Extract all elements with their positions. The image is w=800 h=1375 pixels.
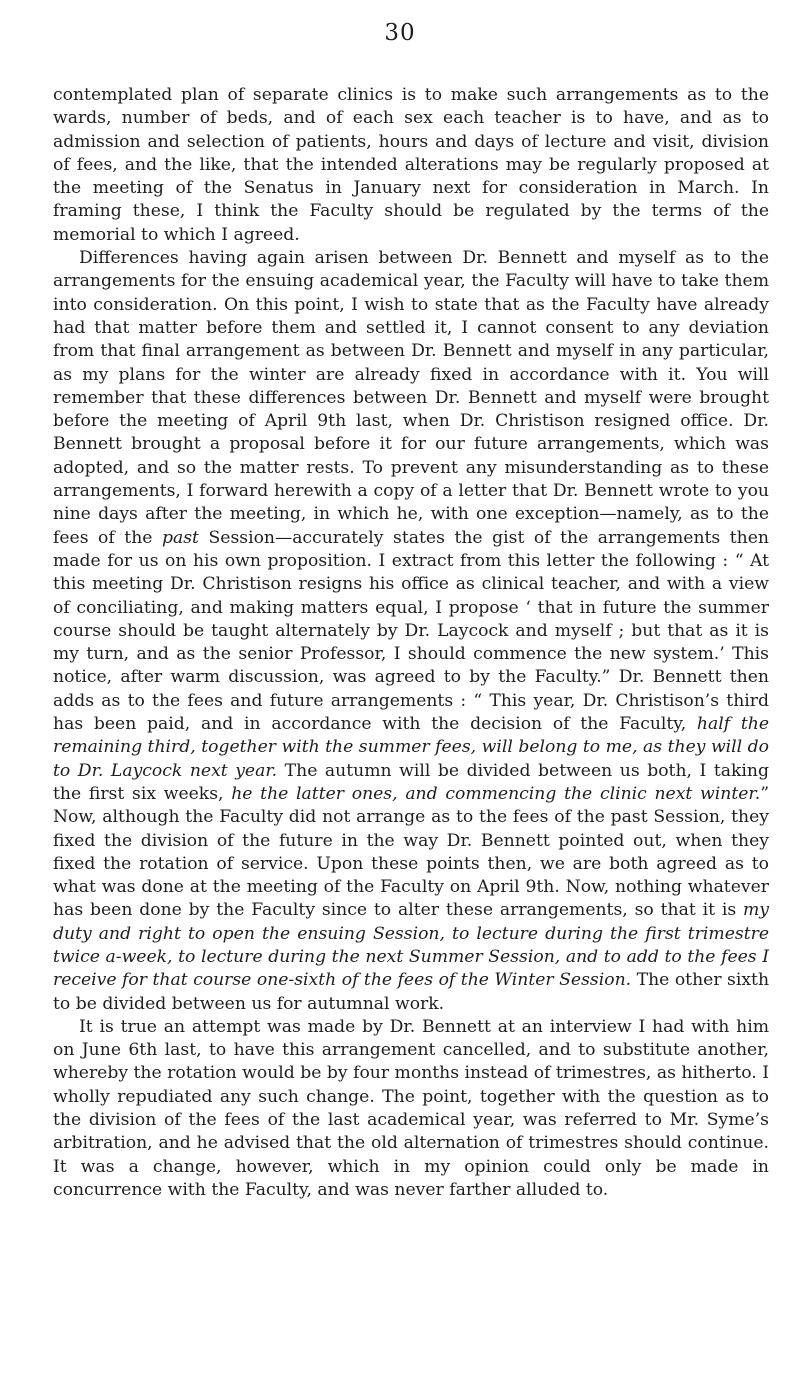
text-run: The autumn will be divided between us both, I taking the first six weeks,	[53, 760, 769, 804]
paragraph-2	[53, 247, 769, 1016]
italic-run: past	[161, 527, 199, 548]
text-run: ” Now, although the Faculty did not arrange as to the fees of the past Session, they fixed the division of the future in the way Dr. Bennett pointed out, when they fixed the rotation of service. Upon these points then, we are both agreed as to what was done at the meeting of the Faculty on April 9th. Now, nothing whatever has been done by the Faculty since to alter these arrangements, so that it is	[53, 783, 769, 921]
page-number: 30	[384, 20, 416, 46]
text-run: Differences having again arisen between Dr. Bennett and myself as to the arrangements for the ensuing academical year, the Faculty will have to take them into consideration. On this point, I wish to state that as the Faculty have already had that matter before them and settled it, I cannot consent to any deviation from that final arrangement as between Dr. Bennett and myself in any particular, as my plans for the winter are already fixed in accordance with it. You will remember that these differences between Dr. Bennett and myself were brought before the meeting of April 9th last, when Dr. Christison resigned office. Dr. Bennett brought a proposal before it for our future arrangements, which was adopted, and so the matter rests. To prevent any misunderstanding as to these arrangements, I forward herewith a copy of a letter that Dr. Bennett wrote to you nine days after the meeting, in which he, with one exception—namely, as to the fees of the	[53, 248, 769, 548]
text-run: It is true an attempt was made by Dr. Bennett at an interview I had with him on June 6th last, to have this arrangement cancelled, and to substitute another, whereby the rotation would be by four months instead of trimestres, as hitherto. I wholly repudiated any such change. The point, together with the question as to the division of the fees of the last academical year, was referred to Mr. Syme’s arbitration, and he advised that the old alternation of trimestres should continue. It was a change, however, which in my opinion could only be made in concurrence with the Faculty, and was never farther alluded to.	[53, 1016, 769, 1200]
text-run: Session—accurately states the gist of the arrangements then made for us on his own proposition. I extract from this letter the following : “ At this meeting Dr. Christison resigns his office as clinical teacher, and with a view of conciliating, and making matters equal, I propose ‘ that in future the summer course should be taught alternately by Dr. Laycock and myself ; but that as it is my turn, and as the senior Professor, I should commence the new system.’ This notice, after warm discussion, was agreed to by the Faculty.” Dr. Bennett then adds as to the fees and future arrangements : “ This year, Dr. Christison’s third has been paid, and in accordance with the decision of the Faculty,	[53, 527, 769, 735]
paragraph-3	[53, 1016, 769, 1202]
body-text	[53, 84, 769, 1202]
text-run: The other sixth to be divided between us for autumnal work.	[53, 970, 770, 1014]
italic-run: my duty and right to open the ensuing Session, to lecture during the first trimestre twice a-week, to lecture during the next Summer Session, and to add to the fees I receive for that course one-sixth of the fees of the Winter Session.	[53, 900, 769, 991]
text-run: contemplated plan of separate clinics is to make such arrangements as to the wards, number of beds, and of each sex each teacher is to have, and as to admission and selection of patients, hours and days of lecture and visit, division of fees, and the like, that the intended alterations may be regularly proposed at the meeting of the Senatus in January next for consideration in March. In framing these, I think the Faculty should be regulated by the terms of the memorial to which I agreed.	[53, 85, 769, 245]
italic-run: he the latter ones, and commencing the clinic next winter.	[231, 783, 761, 804]
italic-run: half the remaining third, together with the summer fees, will belong to me, as they will do to Dr. Laycock next year.	[53, 714, 769, 781]
paragraph-1	[53, 84, 769, 247]
